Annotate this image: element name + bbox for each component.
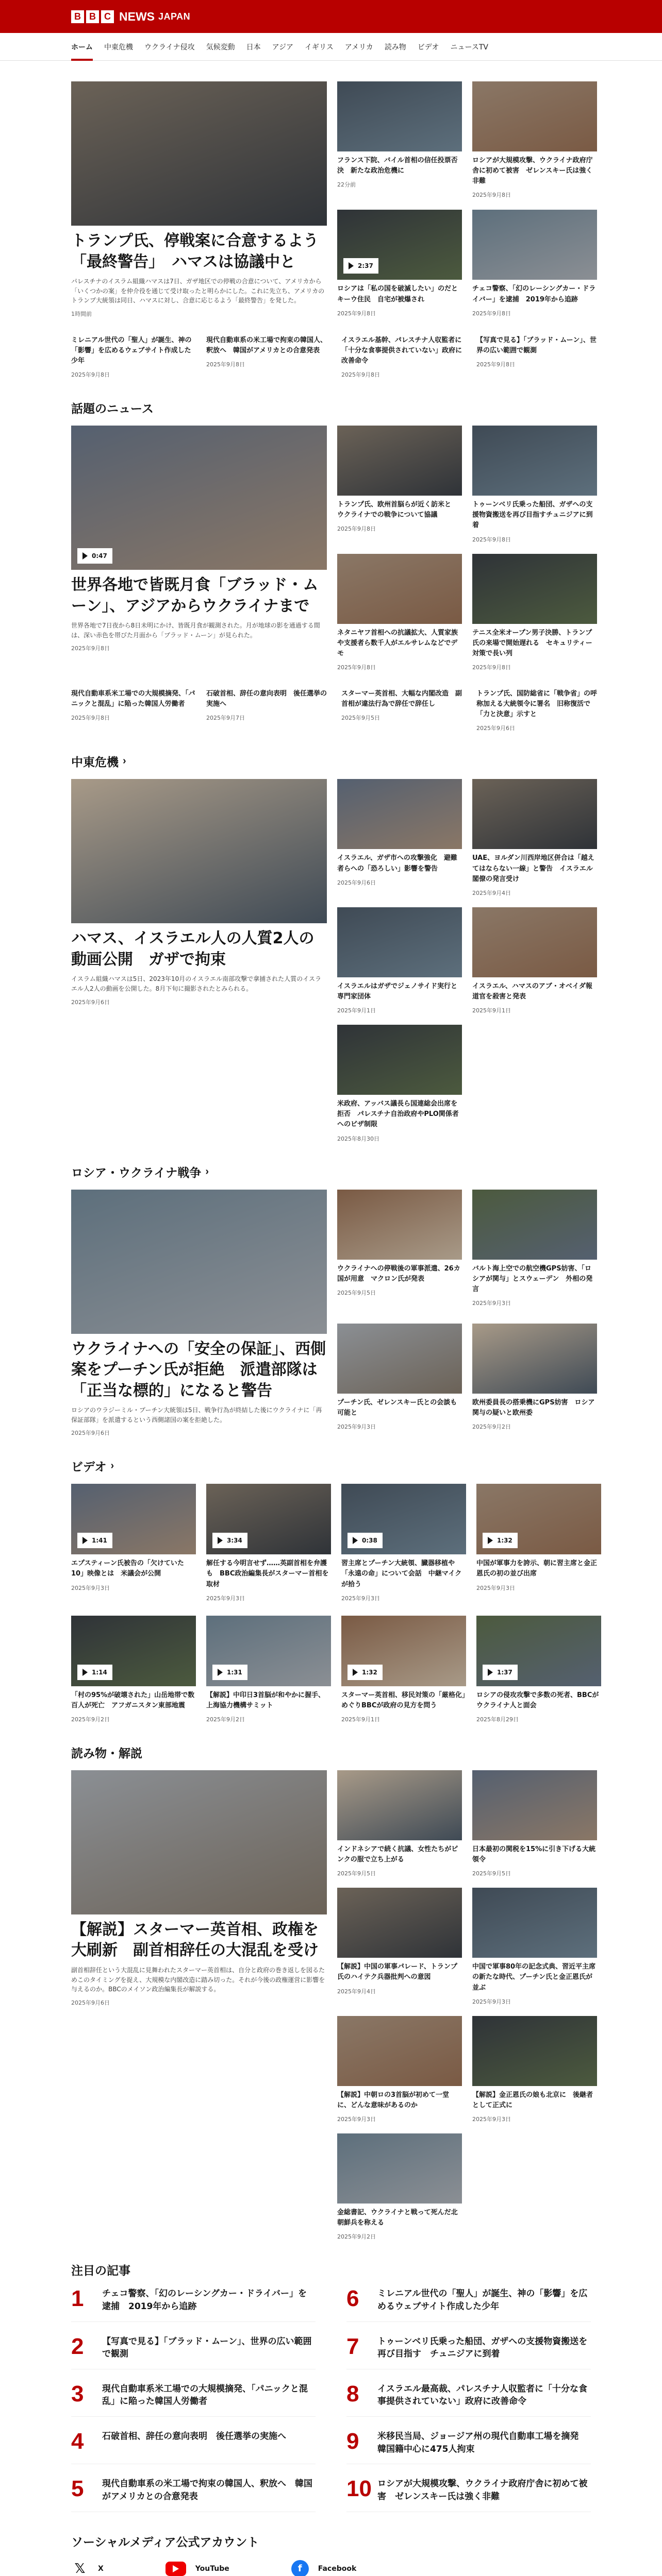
most-read-item[interactable]	[346, 2478, 591, 2512]
most-read-title[interactable]: 現代自動車系米工場での大規模摘発、「パニックと混乱」に陥った韓国人労働者	[102, 2383, 308, 2407]
mideast-section	[71, 753, 594, 1142]
story-summary: パレスチナのイスラム組織ハマスは7日、ガザ地区での停戦の合意について、アメリカから「いくつかの案」を仲介役を通じて受け取ったと明らかにした。これに先立ち、アメリカのトランプ大統領は同日、ハマスに対し、合意に応じるよう「最終警告」を発した。	[71, 278, 325, 304]
thumbnail-image[interactable]	[476, 1616, 601, 1686]
story-title[interactable]: トゥーンベリ氏乗った船団、ガザへの支援物資搬送を再び目指すチュニジアに到着	[472, 501, 593, 530]
video-duration-badge[interactable]: 3:34	[212, 1533, 247, 1548]
thumbnail-image[interactable]	[71, 426, 327, 570]
story-card[interactable]	[341, 1484, 466, 1602]
thumbnail-image[interactable]	[337, 1888, 462, 1958]
brand-sub: JAPAN	[158, 11, 191, 22]
story-date: 2025年9月8日	[71, 371, 110, 379]
story-card[interactable]	[337, 1888, 462, 2005]
story-date: 2025年9月8日	[337, 664, 376, 671]
story-card[interactable]	[472, 1324, 597, 1437]
section-title[interactable]: ロシア・ウクライナ戦争	[71, 1165, 202, 1179]
thumbnail-image[interactable]	[472, 1770, 597, 1840]
story-card[interactable]	[71, 685, 196, 732]
video-duration-badge[interactable]: 0:38	[347, 1533, 383, 1548]
story-title[interactable]: ウクライナへの「安全の保証」、西側案をプーチン氏が拒絶 派遣部隊は「正当な標的」になると警告	[71, 1340, 326, 1400]
story-card[interactable]	[472, 907, 597, 1014]
story-title[interactable]: プーチン氏、ゼレンスキー氏との会談も可能と	[337, 1399, 457, 1417]
ukraine-side	[337, 1190, 597, 1437]
story-card[interactable]	[472, 210, 597, 317]
most-read-rank: 1	[71, 2286, 84, 2312]
logo-block: B	[71, 10, 84, 23]
story-title[interactable]: バルト海上空での航空機GPS妨害、「ロシアが関与」とスウェーデン 外相の発言	[472, 1264, 593, 1293]
story-date: 2025年9月2日	[472, 1423, 511, 1431]
most-read-item[interactable]	[71, 2383, 316, 2417]
story-title[interactable]: ロシアが大規模攻撃、ウクライナ政府庁舎に初めて被害 ゼレンスキー氏は強く非難	[472, 157, 593, 185]
story-date: 2025年9月6日	[337, 879, 376, 886]
thumbnail-image[interactable]	[472, 1190, 597, 1260]
section-heading[interactable]	[71, 1163, 591, 1180]
story-date: 2025年9月1日	[472, 1007, 511, 1014]
story-card[interactable]	[472, 1770, 597, 1877]
thumbnail-image[interactable]	[341, 1616, 466, 1686]
most-read-title[interactable]: 石破首相、辞任の意向表明 後任選挙の実施へ	[102, 2431, 286, 2442]
story-date: 2025年9月1日	[341, 1716, 380, 1723]
thumbnail-image[interactable]	[472, 907, 597, 977]
mideast-side	[337, 779, 597, 1142]
story-date: 2025年9月1日	[337, 1007, 376, 1014]
story-title[interactable]: フランス下院、バイル首相の信任投票否決 新たな政治危機に	[337, 157, 458, 175]
thumbnail-image[interactable]	[337, 2016, 462, 2086]
story-card[interactable]	[472, 426, 597, 543]
most-read-title[interactable]: 現代自動車系の米工場で拘束の韓国人、釈放へ 韓国がアメリカとの合意発表	[102, 2479, 312, 2502]
story-title[interactable]: 金総書記、ウクライナと戦って死んだ北朝鮮兵を称える	[337, 2208, 458, 2227]
thumbnail-image[interactable]	[71, 779, 327, 923]
most-read-rank: 8	[346, 2381, 359, 2406]
story-card[interactable]	[337, 1770, 462, 1877]
story-card[interactable]	[206, 1616, 331, 1723]
story-title[interactable]: 中国で軍事80年の記念式典、習近平主席の新たな時代、プーチン氏と金正恩氏が並ぶ	[472, 1963, 596, 1992]
story-title[interactable]: 【解説】金正恩氏の娘も北京に 後継者として正式に	[472, 2091, 593, 2109]
section-title: ソーシャルメディア公式アカウント	[71, 2535, 259, 2549]
story-card[interactable]	[337, 2016, 462, 2123]
story-date: 2025年9月8日	[206, 361, 245, 368]
story-summary: 副首相辞任という大混乱に見舞われたスターマー英首相は、自分と政府の巻き返しを図るためこのタイミングを捉え、大規模な内閣改造に踏み切った。それが今後の政権運営に影響を与えるのか。BBCのメイソン政治編集長が解説する。	[71, 1966, 325, 1993]
story-date: 2025年9月8日	[472, 192, 511, 199]
lead-story-card[interactable]	[71, 1190, 327, 1437]
thumbnail-image[interactable]	[337, 81, 462, 151]
story-title[interactable]: 習主席とプーチン大統領、臓器移植や「永遠の命」について会話 中継マイクが拾う	[341, 1560, 462, 1588]
story-date: 2025年9月6日	[71, 998, 110, 1006]
story-date: 2025年8月30日	[337, 1135, 379, 1142]
most-read-title[interactable]: ロシアが大規模攻撃、ウクライナ政府庁舎に初めて被害 ゼレンスキー氏は強く非難	[377, 2479, 588, 2502]
story-title[interactable]: 【写真で見る】「ブラッド・ムーン」、世界の広い範囲で観測	[476, 336, 597, 354]
most-read-rank: 7	[346, 2333, 359, 2359]
topics-section	[71, 399, 598, 732]
story-date: 2025年9月5日	[341, 715, 380, 722]
story-title[interactable]: テニス全米オープン男子決勝、トランプ氏の来場で開始遅れる セキュリティー対策で長い列	[472, 629, 592, 657]
top-stories-section	[71, 81, 597, 379]
story-card[interactable]	[71, 1484, 196, 1602]
lead-story-card[interactable]	[71, 1770, 327, 2241]
most-read-title[interactable]: 米移民当局、ジョージア州の現代自動車工場を摘発 韓国籍中心に475人拘束	[377, 2431, 588, 2454]
thumbnail-image[interactable]	[337, 907, 462, 977]
most-read-item[interactable]	[346, 2287, 591, 2321]
thumbnail-image[interactable]	[472, 1888, 597, 1958]
story-card[interactable]	[206, 1484, 331, 1602]
story-title[interactable]: トランプ氏、欧州首脳らが近く訪米と ウクライナでの戦争について協議	[337, 501, 458, 519]
story-title[interactable]: ウクライナへの停戦後の軍事派遣、26カ国が用意 マクロン氏が発表	[337, 1264, 460, 1283]
section-title[interactable]: ビデオ	[71, 1460, 107, 1474]
social-link[interactable]	[166, 2560, 229, 2576]
video-grid	[71, 1484, 599, 1723]
story-title[interactable]: 米政府、アッバス議長ら国連総会出席を拒否 パレスチナ自治政府やPLO関係者へのビザ制限	[337, 1100, 459, 1129]
top-stories-row	[71, 331, 597, 379]
nav-link-10[interactable]: ニュースTV	[450, 43, 488, 52]
thumbnail-image[interactable]	[472, 210, 597, 280]
story-date: 2025年9月8日	[341, 371, 380, 379]
story-card[interactable]	[337, 426, 462, 543]
most-read-list	[71, 2287, 591, 2512]
story-title[interactable]: ミレニアル世代の「聖人」が誕生、神の「影響」を広めるウェブサイト作成した少年	[71, 336, 192, 365]
most-read-rank: 2	[71, 2333, 84, 2359]
story-card[interactable]	[472, 81, 597, 199]
ukraine-grid	[71, 1190, 595, 1437]
most-read-title[interactable]: イスラエル最高裁、パレスチナ人収監者に「十分な食事提供されていない」政府に改善命令	[377, 2383, 587, 2407]
thumbnail-image[interactable]	[337, 1770, 462, 1840]
story-date: 2025年9月4日	[472, 889, 511, 896]
features-side	[337, 1770, 597, 2241]
story-summary: イスラム組織ハマスは5日、2023年10月のイスラエル南部攻撃で拿捕された人質のイスラエル人2人の動画を公開した。8月下旬に撮影されたとみられる。	[71, 975, 321, 993]
story-card[interactable]	[337, 779, 462, 896]
video-section	[71, 1458, 599, 1723]
most-read-rank: 9	[346, 2429, 359, 2454]
lead-story-card[interactable]	[71, 81, 327, 318]
story-card[interactable]	[472, 1888, 597, 2005]
most-read-title[interactable]: 【写真で見る】「ブラッド・ムーン」、世界の広い範囲で観測	[102, 2336, 312, 2360]
thumbnail-image[interactable]	[71, 81, 327, 226]
story-card[interactable]	[337, 907, 462, 1014]
nav-link-2[interactable]: ウクライナ侵攻	[144, 43, 195, 52]
story-card[interactable]	[341, 1616, 466, 1723]
features-grid	[71, 1770, 596, 2241]
thumbnail-image[interactable]	[476, 1484, 601, 1554]
story-title[interactable]: 「村の95%が破壊された」山岳地帯で数百人が死亡 アフガニスタン東部地震	[71, 1691, 195, 1709]
story-date: 2025年9月2日	[337, 2233, 376, 2241]
video-duration-badge[interactable]: 1:31	[212, 1665, 247, 1680]
story-card[interactable]	[206, 331, 331, 379]
story-card[interactable]	[71, 1616, 196, 1723]
story-title[interactable]: 石破首相、辞任の意向表明 後任選挙の実施へ	[206, 690, 327, 708]
social-links	[71, 2560, 591, 2576]
social-link[interactable]	[71, 2560, 104, 2576]
story-title[interactable]: ハマス、イスラエル人の人質2人の動画公開 ガザで拘束	[71, 929, 315, 969]
story-title[interactable]: 世界各地で皆既月食「ブラッド・ムーン」、アジアからウクライナまで	[71, 576, 319, 615]
story-card[interactable]	[476, 685, 601, 732]
bbc-logo[interactable]	[71, 10, 114, 23]
section-title: 話題のニュース	[71, 402, 154, 416]
story-title[interactable]: トランプ氏、停戦案に合意するよう「最終警告」 ハマスは協議中と	[71, 232, 319, 271]
thumbnail-image[interactable]	[71, 1770, 327, 1914]
story-title[interactable]: 現代自動車系の米工場で拘束の韓国人、釈放へ 韓国がアメリカとの合意発表	[206, 336, 327, 354]
story-date: 2025年9月3日	[472, 2115, 511, 2123]
social-label[interactable]: Facebook	[318, 2564, 357, 2573]
ukraine-section	[71, 1163, 595, 1437]
nav-link-9[interactable]: ビデオ	[417, 43, 439, 52]
story-card[interactable]	[337, 81, 462, 199]
chevron-right-icon: ›	[110, 1460, 114, 1472]
story-title[interactable]: 中国が軍事力を誇示、朝に習主席と金正恩氏の初の並び出席	[476, 1560, 598, 1578]
story-card[interactable]	[476, 331, 601, 379]
section-heading	[71, 399, 591, 416]
video-duration-badge[interactable]: 0:47	[77, 548, 112, 564]
story-date: 2025年8月29日	[476, 1716, 519, 1723]
most-read-rank: 3	[71, 2381, 84, 2406]
story-date: 2025年9月7日	[206, 715, 245, 722]
most-read-item[interactable]	[71, 2478, 316, 2512]
mideast-grid	[71, 779, 594, 1142]
story-title[interactable]: トランプ氏、国防総省に「戦争省」の呼称加える大統領令に署名 旧称復活で「力と決意」示すと	[476, 690, 598, 719]
section-title: 読み物・解説	[71, 1746, 142, 1760]
story-title[interactable]: ロシアは「私の国を破滅したい」のだとキーウ住民 自宅が被爆され	[337, 285, 458, 303]
story-card[interactable]	[472, 779, 597, 896]
story-date: 22分前	[337, 181, 356, 189]
nav-link-5[interactable]: アジア	[272, 43, 294, 52]
story-card[interactable]	[337, 210, 462, 317]
story-card[interactable]	[341, 331, 466, 379]
thumbnail-image[interactable]	[337, 779, 462, 849]
story-date: 2025年9月6日	[476, 725, 515, 732]
facebook-icon: f	[291, 2560, 309, 2576]
thumbnail-image[interactable]	[71, 1190, 327, 1334]
story-date: 2025年9月5日	[337, 1289, 376, 1296]
chevron-right-icon: ›	[123, 755, 126, 767]
nav-link-6[interactable]: イギリス	[305, 43, 334, 52]
story-title[interactable]: イスラエル、ハマスのアブ・オベイダ報道官を殺害と発表	[472, 982, 592, 1001]
story-date: 2025年9月8日	[337, 310, 376, 317]
story-title[interactable]: 現代自動車系米工場での大規模摘発、「パニックと混乱」に陥った韓国人労働者	[71, 690, 195, 708]
header	[0, 0, 662, 33]
thumbnail-image[interactable]	[472, 554, 597, 624]
story-title[interactable]: 【解説】スターマー英首相、政権を大刷新 副首相辞任の大混乱を受け	[71, 1920, 319, 1960]
thumbnail-image[interactable]	[71, 1616, 196, 1686]
section-heading[interactable]	[71, 753, 591, 770]
section-title: 注目の記事	[71, 2264, 130, 2278]
most-read-item[interactable]	[71, 2287, 316, 2321]
topics-row	[71, 685, 598, 732]
story-date: 2025年9月2日	[71, 1716, 110, 1723]
story-card[interactable]	[337, 554, 462, 671]
main-nav	[0, 33, 662, 61]
social-link[interactable]	[291, 2560, 357, 2576]
most-read-rank: 6	[346, 2286, 359, 2312]
story-date: 2025年9月8日	[472, 536, 511, 543]
story-title[interactable]: ロシアの侵攻攻撃で多数の死者、BBCがウクライナ人と面会	[476, 1691, 599, 1709]
story-title[interactable]: 【解説】中国の軍事パレード、トランプ氏のハイテク兵器批判への意図	[337, 1963, 457, 1981]
story-title[interactable]: 日本最初の関税を15%に引き下げる大統領令	[472, 1845, 596, 1864]
most-read-item[interactable]	[346, 2430, 591, 2464]
story-card[interactable]	[71, 331, 196, 379]
story-card[interactable]	[472, 554, 597, 671]
nav-link-1[interactable]: 中東危機	[104, 43, 133, 52]
video-duration-badge[interactable]: 2:37	[343, 258, 378, 274]
lead-story-card[interactable]	[71, 426, 327, 671]
most-read-title[interactable]: ミレニアル世代の「聖人」が誕生、神の「影響」を広めるウェブサイト作成した少年	[377, 2289, 588, 2312]
story-card[interactable]	[472, 2016, 597, 2123]
story-date: 1時間前	[71, 310, 92, 317]
thumbnail-image[interactable]	[206, 1484, 331, 1554]
topics-grid	[71, 426, 591, 671]
top-stories-side	[337, 81, 597, 318]
thumbnail-image[interactable]	[337, 426, 462, 496]
thumbnail-image[interactable]	[472, 1324, 597, 1394]
section-heading	[71, 2533, 591, 2550]
story-summary: 世界各地で7日夜から8日未明にかけ、皆既月食が観測された。月が地球の影を通過する間は、深い赤色を帯びた月面から「ブラッド・ムーン」が見られた。	[71, 622, 320, 639]
most-read-item[interactable]	[346, 2383, 591, 2417]
story-date: 2025年9月2日	[206, 1716, 245, 1723]
most-read-item[interactable]	[71, 2430, 316, 2464]
video-duration-badge[interactable]: 1:32	[347, 1665, 383, 1680]
section-heading	[71, 2261, 591, 2278]
story-summary: ロシアのウラジーミル・プーチン大統領は5日、戦争行為が終結した後にウクライナに「再保証部隊」を派遣するという西側諸国の案を拒絶した。	[71, 1406, 322, 1423]
story-date: 2025年9月8日	[472, 664, 511, 671]
story-title[interactable]: イスラエル基幹、パレスチナ人収監者に「十分な食事提供されていない」政府に改善命令	[341, 336, 462, 365]
most-read-rank: 4	[71, 2429, 84, 2454]
most-read-section	[71, 2261, 591, 2512]
story-card[interactable]	[472, 1190, 597, 1313]
logo-block: B	[86, 10, 99, 23]
nav-link-3[interactable]: 気候変動	[206, 43, 235, 52]
thumbnail-image[interactable]	[472, 426, 597, 496]
story-date: 2025年9月3日	[337, 1423, 376, 1431]
story-date: 2025年9月3日	[476, 1584, 515, 1591]
nav-link-7[interactable]: アメリカ	[344, 43, 373, 52]
story-date: 2025年9月8日	[71, 715, 110, 722]
thumbnail-image[interactable]	[341, 1484, 466, 1554]
story-date: 2025年9月6日	[71, 1999, 110, 2006]
features-section	[71, 1744, 596, 2241]
thumbnail-image[interactable]	[337, 554, 462, 624]
thumbnail-image[interactable]	[337, 1190, 462, 1260]
thumbnail-image[interactable]	[71, 1484, 196, 1554]
thumbnail-image[interactable]	[206, 1616, 331, 1686]
story-date: 2025年9月8日	[71, 645, 110, 652]
story-card[interactable]	[337, 1324, 462, 1437]
most-read-title[interactable]: チェコ警察、「幻のレーシングカー・ドライバー」を逮捕 2019年から追跡	[102, 2289, 307, 2312]
story-title[interactable]: UAE、ヨルダン川西岸地区併合は「越えてはならない一線」と警告 イスラエル閣僚の発言受け	[472, 854, 594, 883]
most-read-title[interactable]: トゥーンベリ氏乗った船団、ガザへの支援物資搬送を再び目指す チュニジアに到着	[377, 2336, 588, 2360]
story-title[interactable]: チェコ警察、「幻のレーシングカー・ドライバー」を逮捕 2019年から追跡	[472, 285, 596, 303]
story-date: 2025年9月3日	[472, 1998, 511, 2005]
most-read-item[interactable]	[71, 2335, 316, 2369]
section-title[interactable]: 中東危機	[71, 755, 119, 769]
thumbnail-image[interactable]	[472, 779, 597, 849]
story-date: 2025年9月8日	[337, 526, 376, 533]
story-card[interactable]	[337, 1190, 462, 1313]
story-date: 2025年9月5日	[337, 1870, 376, 1877]
story-date: 2025年9月3日	[206, 1595, 245, 1602]
x-icon: 𝕏	[74, 2561, 86, 2576]
story-title[interactable]: 【解説】中朝ロの3首脳が初めて一堂に、どんな意味があるのか	[337, 2091, 450, 2109]
story-title[interactable]: イスラエル、ガザ市への攻撃強化 避難者らへの「恐ろしい」影響を警告	[337, 854, 457, 873]
story-card[interactable]	[337, 2133, 462, 2241]
story-title[interactable]: イスラエルはガザでジェノサイド実行と専門家団体	[337, 982, 457, 1001]
topics-side	[337, 426, 597, 671]
nav-link-4[interactable]: 日本	[246, 43, 261, 52]
story-card[interactable]	[476, 1616, 601, 1723]
story-card[interactable]	[476, 1484, 601, 1602]
top-stories-grid	[71, 81, 596, 318]
story-date: 2025年9月3日	[341, 1595, 380, 1602]
story-title[interactable]: エプスティーン氏被告の「欠けていた10」映像とは 米議会が公開	[71, 1560, 184, 1578]
chevron-right-icon: ›	[205, 1165, 209, 1177]
thumbnail-image[interactable]	[337, 1025, 462, 1095]
section-heading	[71, 1744, 591, 1761]
social-section	[71, 2533, 591, 2576]
story-title[interactable]: スターマー英首相、移民対策の「厳格化」めぐりBBCが政府の見方を問う	[341, 1691, 466, 1709]
most-read-rank: 10	[346, 2476, 372, 2502]
story-card[interactable]	[341, 685, 466, 732]
story-date: 2025年9月3日	[71, 1584, 110, 1591]
thumbnail-image[interactable]	[337, 1324, 462, 1394]
brand-name: NEWS	[119, 9, 155, 23]
youtube-icon	[166, 2562, 186, 2576]
thumbnail-image[interactable]	[472, 2016, 597, 2086]
story-date: 2025年9月5日	[472, 1870, 511, 1877]
story-date: 2025年9月8日	[472, 310, 511, 317]
video-duration-badge[interactable]: 1:41	[77, 1533, 112, 1548]
lead-story-card[interactable]	[71, 779, 327, 1142]
story-title[interactable]: インドネシアで続く抗議、女性たちがピンクの服で立ち上がる	[337, 1845, 458, 1864]
story-card[interactable]	[337, 1025, 462, 1142]
nav-link-0[interactable]: ホーム	[71, 33, 93, 61]
story-card[interactable]	[206, 685, 331, 732]
thumbnail-image[interactable]	[337, 2133, 462, 2204]
story-title[interactable]: スターマー英首相、大幅な内閣改造 副首相が違法行為で辞任で辞任し	[341, 690, 462, 708]
logo-block: C	[101, 10, 114, 23]
main-content	[0, 81, 662, 2576]
most-read-item[interactable]	[346, 2335, 591, 2369]
story-date: 2025年9月6日	[71, 1430, 110, 1437]
video-duration-badge[interactable]: 1:32	[483, 1533, 518, 1548]
thumbnail-image[interactable]	[337, 210, 462, 280]
video-duration-badge[interactable]: 1:14	[77, 1665, 112, 1680]
section-heading[interactable]	[71, 1458, 591, 1475]
story-title[interactable]: 欧州委員長の搭乗機にGPS妨害 ロシア関与の疑いと欧州委	[472, 1399, 595, 1417]
story-date: 2025年9月3日	[472, 1300, 511, 1307]
story-title[interactable]: 解任する今明言せず……英副首相を弁護も BBC政治編集長がスターマー首相を取材	[206, 1560, 329, 1588]
thumbnail-image[interactable]	[472, 81, 597, 151]
story-title[interactable]: ネタニヤフ首相への抗議拡大、人質家族や支援者ら数千人がエルサレムなどでデモ	[337, 629, 458, 657]
most-read-rank: 5	[71, 2476, 84, 2502]
story-date: 2025年9月8日	[476, 361, 515, 368]
social-label[interactable]: YouTube	[195, 2564, 229, 2573]
story-date: 2025年9月3日	[337, 2115, 376, 2123]
social-label[interactable]: X	[98, 2564, 104, 2573]
nav-link-8[interactable]: 読み物	[384, 43, 406, 52]
story-title[interactable]: 【解説】中印日3首脳が和やかに握手、上海協力機構サミット	[206, 1691, 325, 1709]
video-duration-badge[interactable]: 1:37	[483, 1665, 518, 1680]
story-date: 2025年9月4日	[337, 1988, 376, 1995]
